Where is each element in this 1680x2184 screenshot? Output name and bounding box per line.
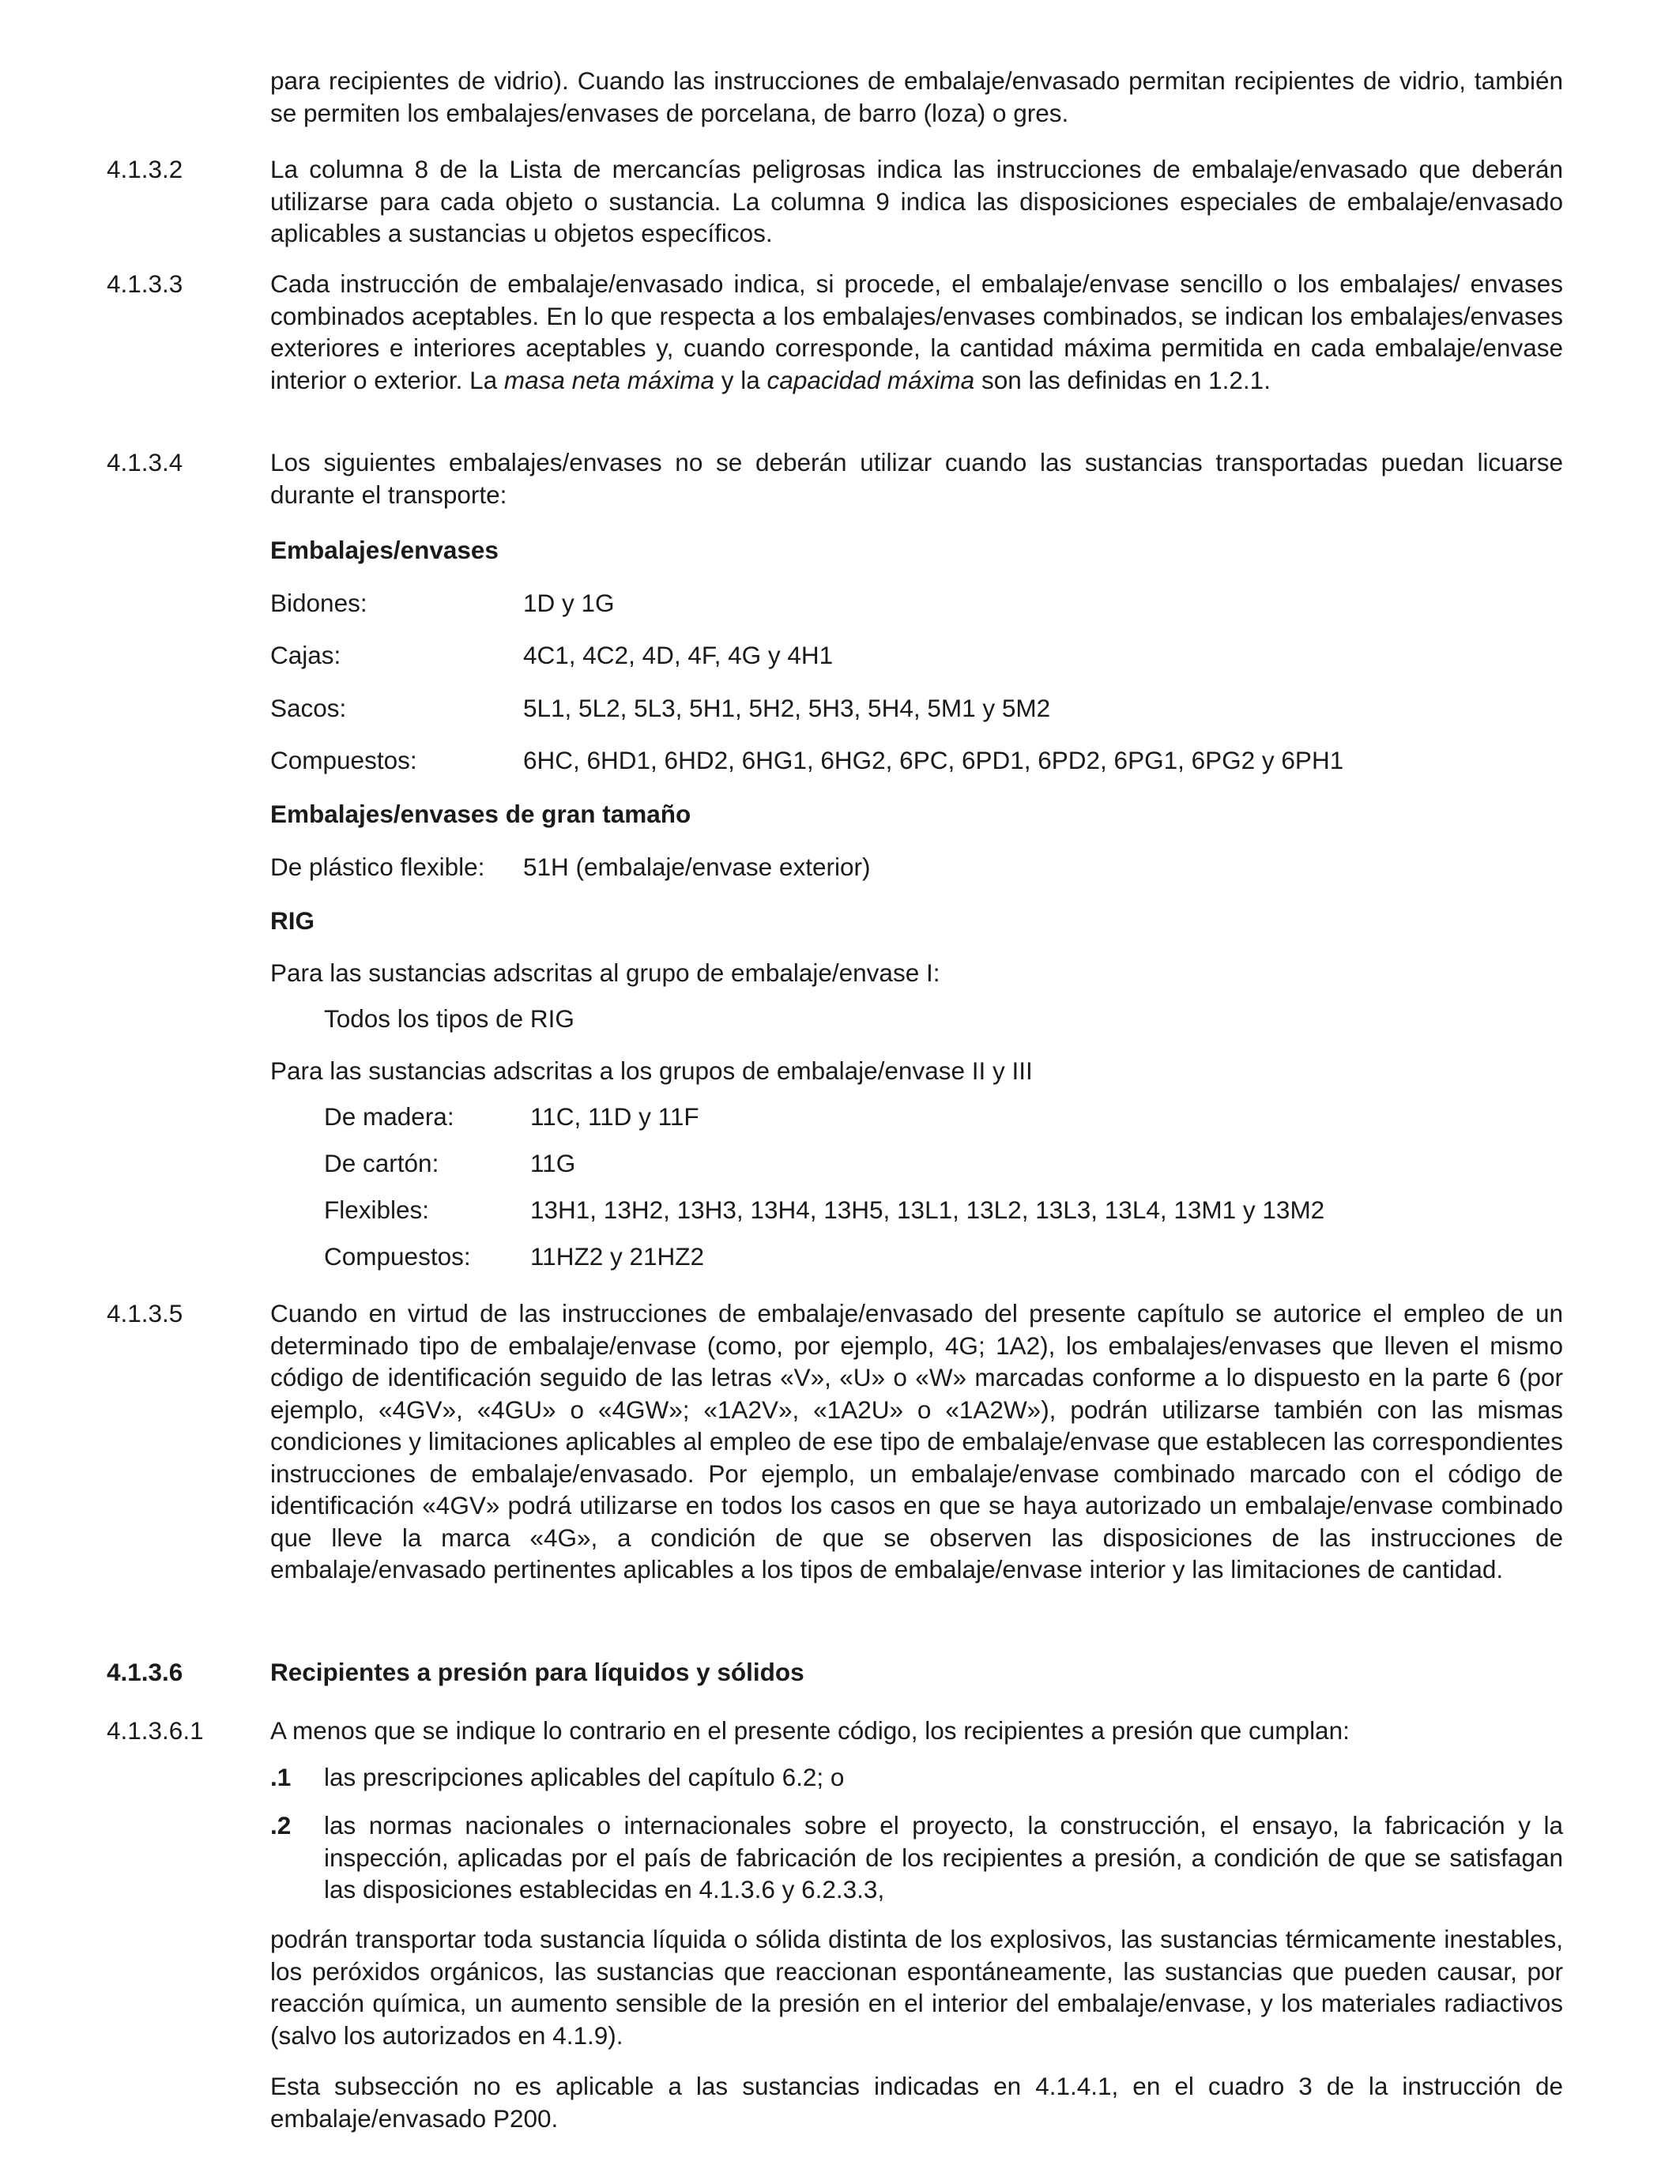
ibc-group23-intro: Para las sustancias adscritas a los grupos de embalaje/envase II y III xyxy=(270,1056,1033,1085)
ibc-item-value: 13H1, 13H2, 13H3, 13H4, 13H5, 13L1, 13L2, 13L3, 13L4, 13M1 y 13M2 xyxy=(530,1196,1325,1224)
ibc-item-value: 11G xyxy=(530,1149,576,1177)
ibc-item-value: 11HZ2 y 21HZ2 xyxy=(530,1242,705,1271)
heading-ibc: RIG xyxy=(270,906,315,935)
intro-paragraph: para recipientes de vidrio). Cuando las instrucciones de embalaje/envasado permitan recipientes de vidrio, también se permiten los embalajes/envases de porcelana, de barro (loza) o gres. xyxy=(270,66,1563,127)
heading-packagings: Embalajes/envases xyxy=(270,536,499,564)
ibc-item-label: De cartón: xyxy=(324,1149,439,1177)
packaging-value: 4C1, 4C2, 4D, 4F, 4G y 4H1 xyxy=(523,641,834,669)
section-4-1-3-6-1-after: podrán transportar toda sustancia líquida o sólida distinta de los explosivos, las sustancias térmicamente inestables, los peróxidos orgánicos, las sustancias que reaccionan espontáneamente, las sustancias que pueden causar, por reacción química, un aumento sensible de la presión en el interior del embalaje/envase, y los materiales radiactivos (salvo los autorizados en 4.1.9). xyxy=(270,1925,1563,2050)
section-4-1-3-2-text: La columna 8 de la Lista de mercancías peligrosas indica las instrucciones de embalaje/envasado que deberán utilizarse para cada objeto o sustancia. La columna 9 indica las disposiciones especiales de embalaje/envasado aplicables a sustancias u objetos específicos. xyxy=(270,155,1563,247)
section-number-4-1-3-3: 4.1.3.3 xyxy=(107,269,183,298)
section-number-4-1-3-4: 4.1.3.4 xyxy=(107,448,183,476)
packaging-value: 6HC, 6HD1, 6HD2, 6HG1, 6HG2, 6PC, 6PD1, 6PD2, 6PG1, 6PG2 y 6PH1 xyxy=(523,746,1344,774)
ibc-item-value: 11C, 11D y 11F xyxy=(530,1102,699,1131)
packaging-value: 5L1, 5L2, 5L3, 5H1, 5H2, 5H3, 5H4, 5M1 y 5M2 xyxy=(523,694,1051,722)
section-4-1-3-4-text: Los siguientes embalajes/envases no se deberán utilizar cuando las sustancias transportadas puedan licuarse durante el transporte: xyxy=(270,448,1563,509)
italic-term: capacidad máxima xyxy=(767,365,975,394)
ibc-group1-value: Todos los tipos de RIG xyxy=(324,1004,574,1033)
section-4-1-3-6-1-last: Esta subsección no es aplicable a las sustancias indicadas en 4.1.4.1, en el cuadro 3 de la instrucción de embalaje/envasado P200. xyxy=(270,2072,1563,2133)
large-packaging-value: 51H (embalaje/envase exterior) xyxy=(523,853,871,881)
section-4-1-3-5-text: Cuando en virtud de las instrucciones de embalaje/envasado del presente capítulo se autorice el empleo de un determinado tipo de embalaje/envase (como, por ejemplo, 4G; 1A2), los embalajes/envases que lleven el mismo código de identificación seguido de las letras «V», «U» o «W» marcadas conforme a lo dispuesto en la parte 6 (por ejemplo, «4GV», «4GU» o «4GW»; «1A2V», «1A2U» o «1A2W»), podrán utilizarse también con las mismas condiciones y limitaciones aplicables al empleo de ese tipo de embalaje/envase que establecen las correspondientes instrucciones de embalaje/envasado. Por ejemplo, un embalaje/envase combinado marcado con el código de identificación «4GV» podrá utilizarse en todos los casos en que se haya autorizado un embalaje/envase combinado que lleve la marca «4G», a condición de que se observen las disposiciones de las instrucciones de embalaje/envasado pertinentes aplicables a los tipos de embalaje/envase interior y las limitaciones de cantidad. xyxy=(270,1299,1563,1583)
text-segment: y la xyxy=(714,365,767,394)
text-segment: son las definidas en 1.2.1. xyxy=(974,365,1271,394)
heading-large-packagings: Embalajes/envases de gran tamaño xyxy=(270,800,691,828)
list-item-number: .1 xyxy=(270,1763,292,1791)
packaging-label: Bidones: xyxy=(270,589,367,617)
ibc-group1-intro: Para las sustancias adscritas al grupo de embalaje/envase I: xyxy=(270,958,940,987)
section-number-4-1-3-5: 4.1.3.5 xyxy=(107,1299,183,1327)
section-number-4-1-3-2: 4.1.3.2 xyxy=(107,155,183,183)
ibc-item-label: Compuestos: xyxy=(324,1242,471,1271)
ibc-item-label: De madera: xyxy=(324,1102,454,1131)
list-item-text: las normas nacionales o internacionales sobre el proyecto, la construcción, el ensayo, la fabricación y la inspección, aplicadas por el país de fabricación de los recipientes a presión, a condición de que se satisfagan las disposiciones establecidas en 4.1.3.6 y 6.2.3.3, xyxy=(324,1811,1563,1903)
packaging-value: 1D y 1G xyxy=(523,589,615,617)
text-segment: Cada instrucción de embalaje/envasado indica, si procede, el embalaje/envase sencillo o los embalajes/ envases combinados aceptables. En lo que respecta a los embalajes/envases combinados, se indican los embalajes/envases exteriores e interiores aceptables y, cuando corresponde, la cantidad máxima permitida en cada embalaje/envase interior o exterior. La xyxy=(270,269,1563,394)
section-number-4-1-3-6-1: 4.1.3.6.1 xyxy=(107,1716,204,1745)
packaging-label: Compuestos: xyxy=(270,746,417,774)
list-item-text: las prescripciones aplicables del capítulo 6.2; o xyxy=(324,1763,845,1791)
section-number-4-1-3-6: 4.1.3.6 xyxy=(107,1658,183,1686)
section-4-1-3-6-1-intro: A menos que se indique lo contrario en el presente código, los recipientes a presión que cumplan: xyxy=(270,1716,1350,1745)
italic-term: masa neta máxima xyxy=(503,365,715,394)
section-4-1-3-6-heading: Recipientes a presión para líquidos y sólidos xyxy=(270,1658,804,1686)
packaging-label: Sacos: xyxy=(270,694,347,722)
large-packaging-label: De plástico flexible: xyxy=(270,853,485,881)
list-item-number: .2 xyxy=(270,1811,292,1839)
section-4-1-3-3-text xyxy=(270,268,1563,396)
packaging-label: Cajas: xyxy=(270,641,341,669)
ibc-item-label: Flexibles: xyxy=(324,1196,430,1224)
